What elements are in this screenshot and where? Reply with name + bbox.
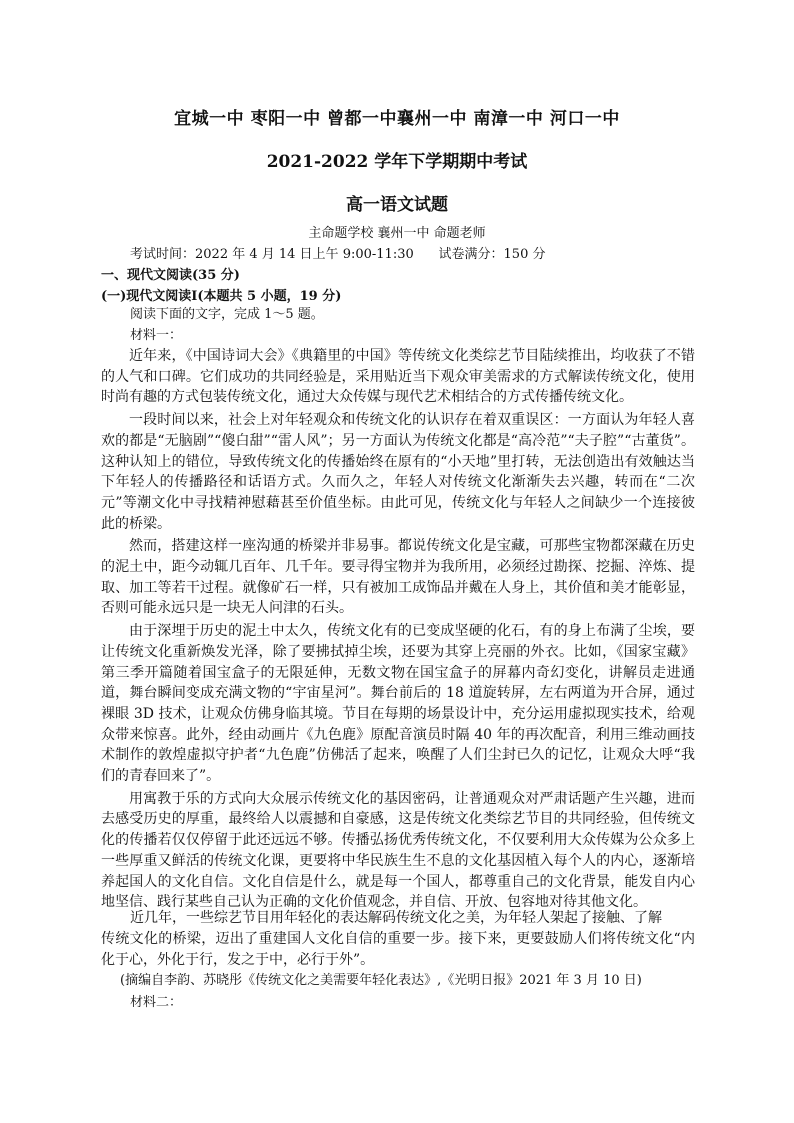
paragraph-last-line1: 近几年，一些综艺节目用年轻化的表达解码传统文化之美，为年轻人架起了接触、了解	[130, 910, 662, 926]
subject-title: 高一语文试题	[346, 195, 448, 215]
subsection-heading: (一)现代文阅读Ⅰ(本题共 5 小题，19 分)	[101, 289, 342, 304]
paragraph-text: 传统文化的桥梁，迈出了重建国人文化自信的重要一步。接下来，更要鼓励人们将传统文化“内化于心，外化于行，发之于中，必行于外”。	[101, 931, 695, 968]
exam-title: 2021-2022 学年下学期期中考试	[266, 152, 528, 172]
article-body	[101, 346, 695, 913]
paragraph: 然而，搭建这样一座沟通的桥梁并非易事。都说传统文化是宝藏，可那些宝物都深藏在历史的泥土中，距今动辄几百年、几千年。要寻得宝物并为我所用，必须经过勘探、挖掘、淬炼、提取、加工等若干过程。就像矿石一样，只有被加工成饰品并戴在人身上，其价值和美才能彰显，否则可能永远只是一块无人问津的石头。	[101, 538, 695, 617]
source-citation: (摘编自李韵、苏晓彤《传统文化之美需要年轻化表达》,《光明日报》2021 年 3 月 10 日)	[120, 973, 642, 988]
instruction: 阅读下面的文字，完成 1～5 题。	[130, 307, 324, 322]
paragraph: 近年来，《中国诗词大会》《典籍里的中国》等传统文化类综艺节目陆续推出，均收获了不错的人气和口碑。它们成功的共同经验是，采用贴近当下观众审美需求的方式解读传统文化，使用时尚有趣的方式包装传统文化，通过大众传媒与现代艺术相结合的方式传播传统文化。	[101, 348, 695, 406]
paragraph: 用寓教于乐的方式向大众展示传统文化的基因密码，让普通观众对严肃话题产生兴趣，进而去感受历史的厚重，最终给人以震撼和自豪感，这是传统文化类综艺节目的共同经验，但传统文化的传播若仅仅停留于此还远远不够。传播弘扬优秀传统文化，不仅要利用大众传媒为公众多上一些厚重又鲜活的传统文化课，更要将中华民族生生不息的文化基因植入每个人的内心，逐渐培养起国人的文化自信。文化自信是什么，就是每一个国人，都尊重自己的文化背景，能发自内心地坚信、践行某些自己认为正确的文化价值观念，并自信、开放、包容地对待其他文化。	[101, 790, 695, 911]
paragraph-last-rest	[101, 929, 695, 970]
schools-title: 宜城一中 枣阳一中 曾都一中襄州一中 南漳一中 河口一中	[174, 109, 620, 129]
section-heading: 一、现代文阅读(35 分)	[101, 268, 240, 283]
exam-info: 考试时间：2022 年 4 月 14 日上午 9:00-11:30 试卷满分：150 分	[130, 247, 546, 262]
proposer-line: 主命题学校 襄州一中 命题老师	[308, 226, 486, 241]
material-label: 材料二：	[130, 995, 183, 1010]
paragraph: 由于深埋于历史的泥土中太久，传统文化有的已变成坚硬的化石，有的身上布满了尘埃，要让传统文化重新焕发光泽，除了要拂拭掉尘埃，还要为其穿上亮丽的外衣。比如，《国家宝藏》第三季开篇随着国宝盒子的无限延伸，无数文物在国宝盒子的屏幕内奇幻变化，讲解员走进通道，舞台瞬间变成充满文物的“宇宙星河”。舞台前后的 18 道旋转屏，左右两道为开合屏，通过裸眼 3D 技术，让观众仿佛身临其境。节目在每期的场景设计中，充分运用虚拟现实技术，给观众带来惊喜。此外，经由动画片《九色鹿》原配音演员时隔 40 年的再次配音，利用三维动画技术制作的敦煌虚拟守护者“九色鹿”仿佛活了起来，唤醒了人们尘封已久的记忆，让观众大呼“我们的青春回来了”。	[101, 623, 695, 785]
material-label: 材料一：	[130, 328, 183, 343]
paragraph: 一段时间以来，社会上对年轻观众和传统文化的认识存在着双重误区：一方面认为年轻人喜欢的都是“无脑剧”“傻白甜”“雷人风”；另一方面认为传统文化都是“高冷范”“夫子腔”“古董货”。这种认知上的错位，导致传统文化的传播始终在原有的“小天地”里打转，无法创造出有效触达当下年轻人的传播路径和话语方式。久而久之，年轻人对传统文化渐渐失去兴趣，转而在“二次元”等潮文化中寻找精神慰藉甚至价值坐标。由此可见，传统文化与年轻人之间缺少一个连接彼此的桥梁。	[101, 412, 695, 532]
